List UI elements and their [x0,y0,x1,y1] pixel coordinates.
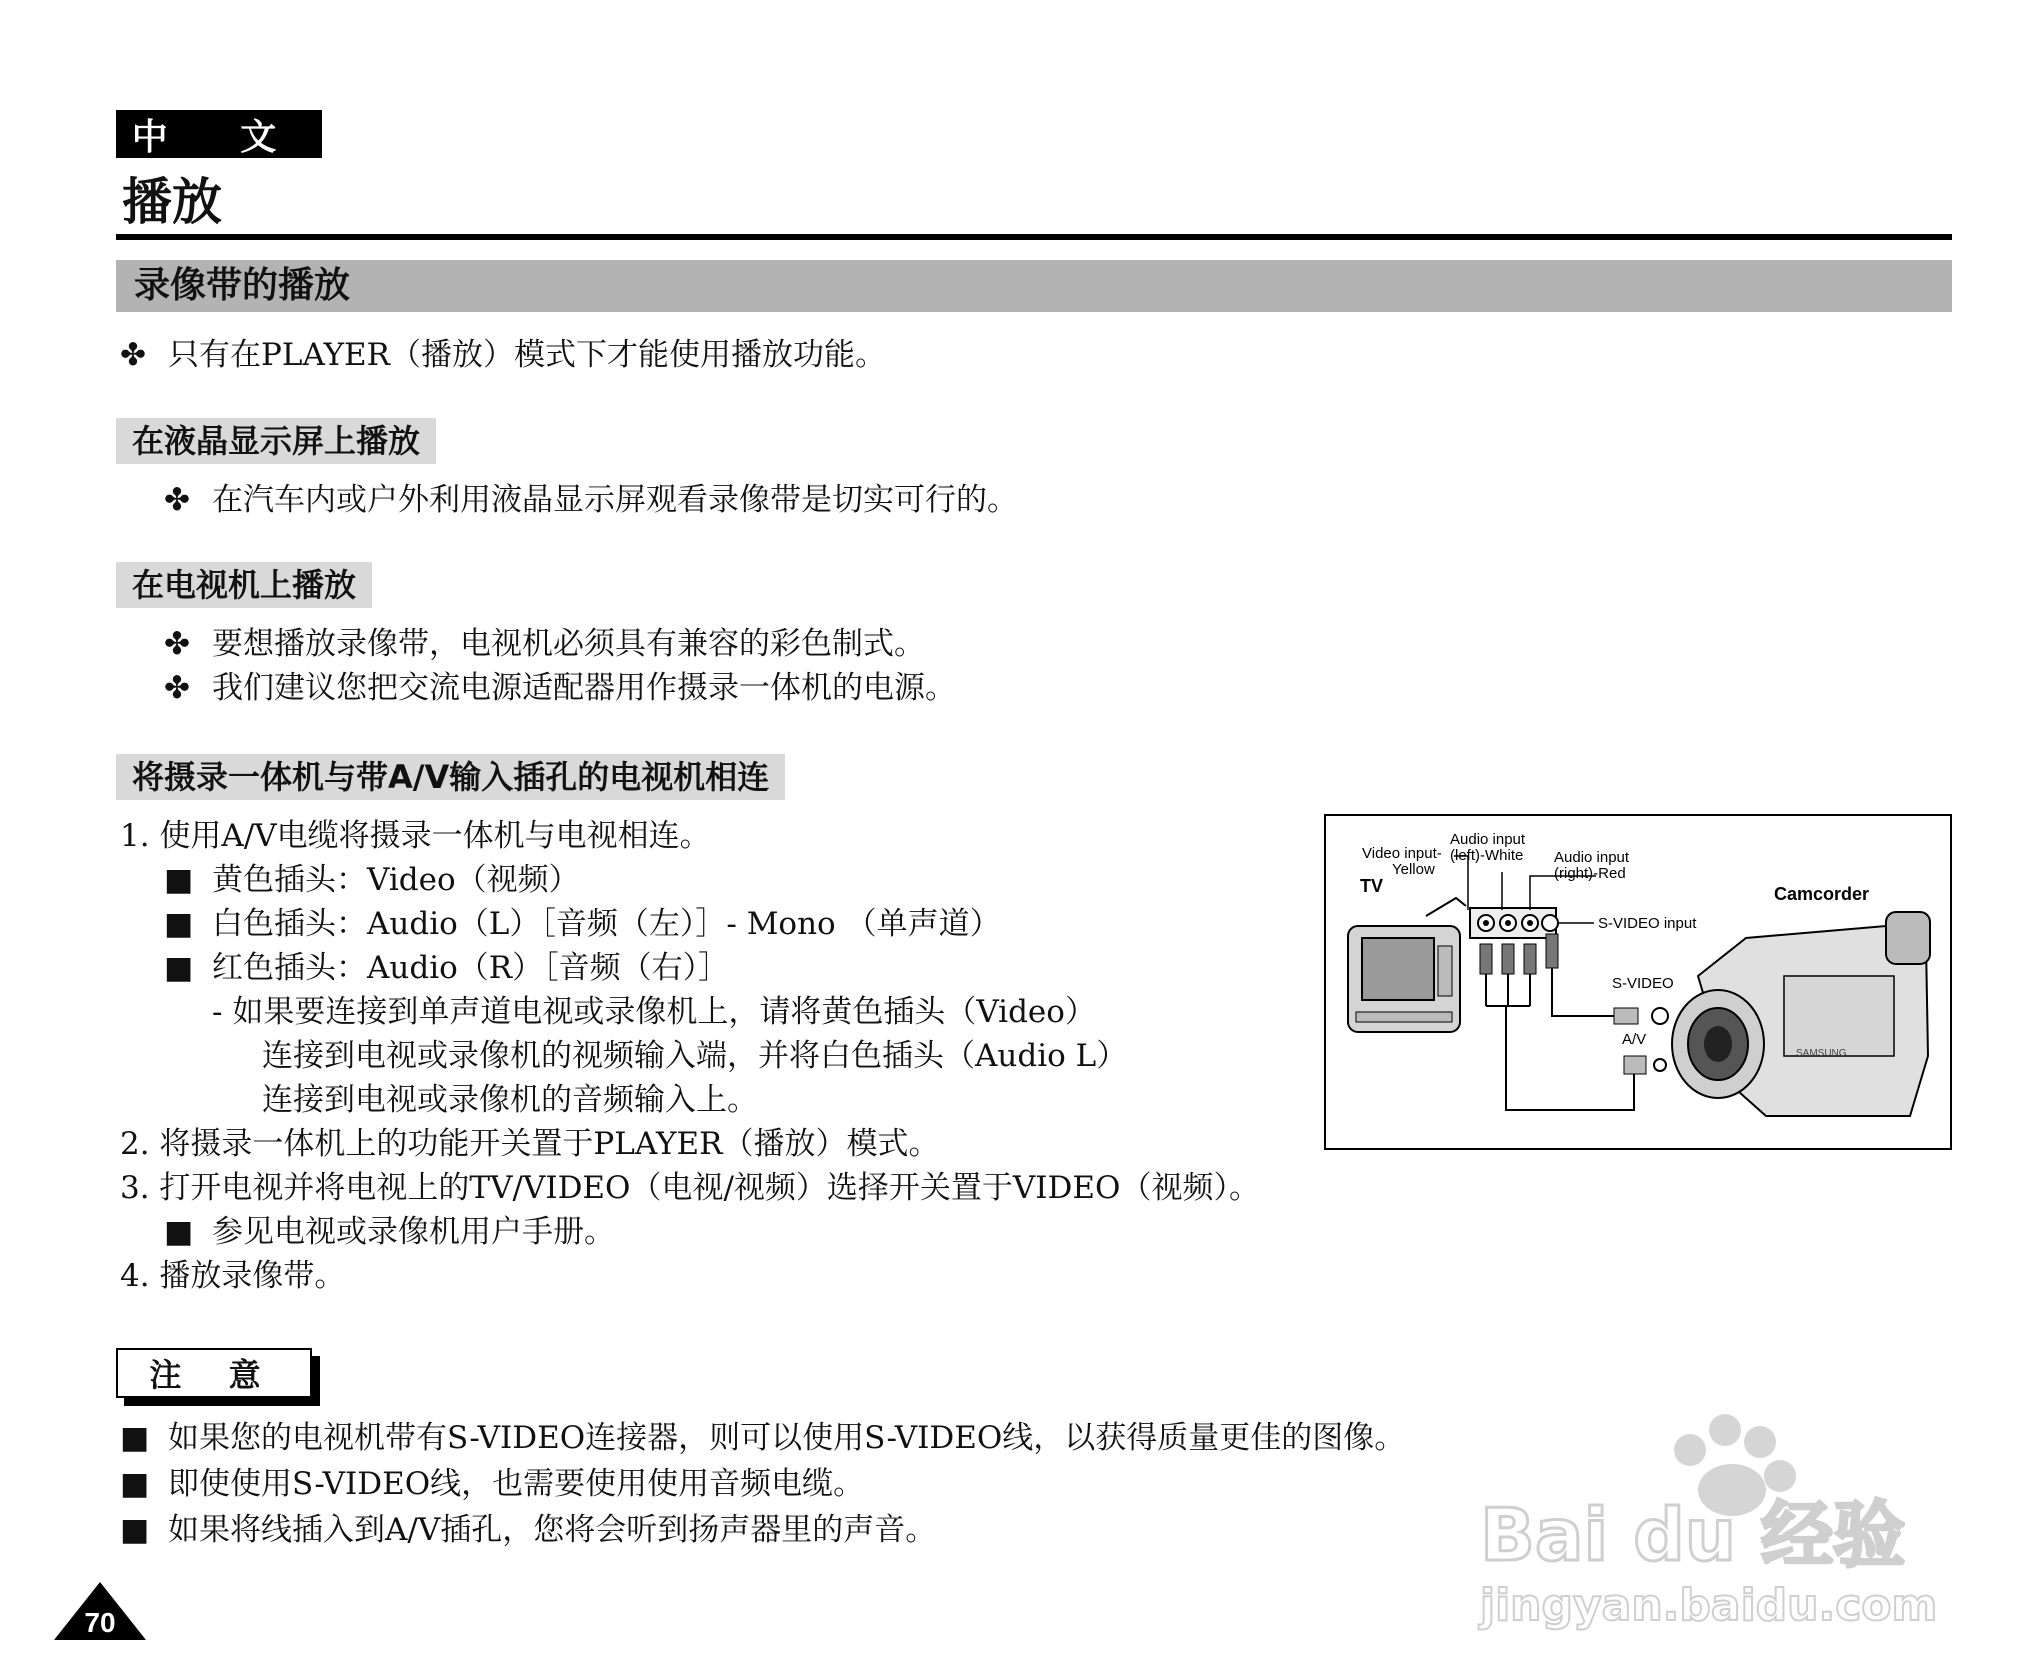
label-svideo-input: S-VIDEO input [1598,915,1697,932]
square-bullet-icon: ■ [120,1420,150,1456]
note-item-1 [120,1416,1405,1460]
flower-bullet-icon: ✤ [164,626,190,662]
label-audio-right-red: (right)-Red [1554,865,1626,882]
tv-item-text: 要想播放录像带，电视机必须具有兼容的彩色制式。 [212,626,925,662]
language-badge: 中 文 [116,110,322,158]
label-tv: TV [1360,876,1384,896]
watermark-url: jingyan.baidu.com [1480,1580,1938,1631]
tv-heading: 在电视机上播放 [116,562,372,608]
tv-icon [1348,898,1466,1032]
step-4: 4. 播放录像带。 [120,1258,346,1294]
square-bullet-icon: ■ [164,950,194,986]
intro-line [120,333,886,377]
plug-white [164,902,1001,946]
plug-yellow [164,858,580,902]
label-video-yellow: Yellow [1392,861,1435,878]
label-video-input: Video input- [1362,845,1442,862]
flower-bullet-icon: ✤ [164,482,190,518]
square-bullet-icon: ■ [164,1214,194,1250]
watermark [1470,1390,1970,1640]
label-audio-left-white: (left)-White [1450,847,1524,864]
note-text: 如果您的电视机带有S-VIDEO连接器，则可以使用S-VIDEO线，以获得质量更佳的图像。 [168,1420,1406,1456]
step-2: 2. 将摄录一体机上的功能开关置于PLAYER（播放）模式。 [120,1126,940,1162]
page-title: 播放 [122,173,222,231]
plug-red-text: 红色插头：Audio（R）［音频（右）］ [212,950,730,986]
label-audio-right: Audio input [1554,849,1630,866]
square-bullet-icon: ■ [120,1512,150,1548]
label-camcorder: Camcorder [1774,884,1870,904]
step-3: 3. 打开电视并将电视上的TV/VIDEO（电视/视频）选择开关置于VIDEO（视频）。 [120,1170,1260,1206]
label-svideo: S-VIDEO [1612,975,1674,992]
lcd-item-text: 在汽车内或户外利用液晶显示屏观看录像带是切实可行的。 [212,482,1018,518]
mono-note-2: 连接到电视或录像机的视频输入端，并将白色插头（Audio L） [262,1038,1128,1074]
tv-item-1 [164,622,925,666]
tv-item-text: 我们建议您把交流电源适配器用作摄录一体机的电源。 [212,670,956,706]
plug-yellow-text: 黄色插头：Video（视频） [212,862,580,898]
note-label: 注 意 [116,1348,312,1398]
mono-note-1: - 如果要连接到单声道电视或录像机上，请将黄色插头（Video） [212,994,1096,1030]
note-text: 如果将线插入到A/V插孔，您将会听到扬声器里的声音。 [168,1512,937,1548]
connect-heading: 将摄录一体机与带A/V输入插孔的电视机相连 [116,754,785,800]
page-number: 70 [84,1607,116,1638]
plug-white-text: 白色插头：Audio（L）［音频（左）］- Mono （单声道） [212,906,1001,942]
note-item-2 [120,1462,864,1506]
flower-bullet-icon: ✤ [120,337,146,373]
flower-bullet-icon: ✤ [164,670,190,706]
square-bullet-icon: ■ [164,906,194,942]
connection-diagram [1324,814,1952,1150]
plug-red [164,946,729,990]
diagram-svg [1326,816,1950,1148]
camcorder-icon [1672,912,1930,1116]
lcd-item [164,478,1018,522]
section-title: 录像带的播放 [116,260,1952,312]
step-1: 1. 使用A/V电缆将摄录一体机与电视相连。 [120,818,711,854]
square-bullet-icon: ■ [120,1466,150,1502]
mono-note-3: 连接到电视或录像机的音频输入上。 [262,1082,758,1118]
label-av: A/V [1622,1031,1647,1048]
step-3-sub [164,1210,615,1254]
step-3-sub-text: 参见电视或录像机用户手册。 [212,1214,615,1250]
note-item-3 [120,1508,936,1552]
intro-text: 只有在PLAYER（播放）模式下才能使用播放功能。 [168,337,887,373]
square-bullet-icon: ■ [164,862,194,898]
watermark-brand: Bai du 经验 [1480,1493,1906,1577]
lcd-heading: 在液晶显示屏上播放 [116,418,436,464]
note-text: 即使使用S-VIDEO线，也需要使用使用音频电缆。 [168,1466,865,1502]
brand-label: SAMSUNG [1796,1048,1847,1059]
label-audio-left: Audio input [1450,831,1526,848]
av-cable [1480,944,1666,1110]
page-number-badge [52,1580,148,1646]
title-rule [116,234,1952,240]
tv-item-2 [164,666,956,710]
